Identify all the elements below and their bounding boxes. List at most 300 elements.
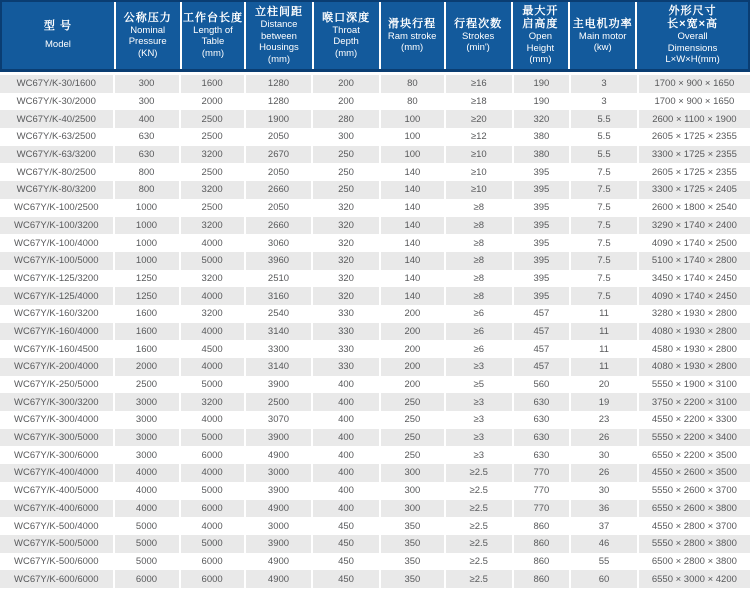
cell-model: WC67Y/K-160/4500 <box>14 343 99 355</box>
cell-open-height: 860 <box>512 553 570 571</box>
cell-table-length: 4000 <box>179 358 244 376</box>
cell-main-motor: 3 <box>569 75 637 93</box>
cell-main-motor: 20 <box>569 376 637 394</box>
cell-model: WC67Y/K-400/6000 <box>14 502 99 514</box>
cell-dimensions: 3280 × 1930 × 2800 <box>637 305 750 323</box>
cell-housing-distance: 2510 <box>244 270 312 288</box>
cell-dimensions: 4550 × 2800 × 3700 <box>637 517 750 535</box>
cell-open-height: 395 <box>512 217 570 235</box>
cell-ram-stroke: 140 <box>379 163 444 181</box>
header-label-cn: 公称压力 <box>123 11 172 24</box>
cell-open-height: 380 <box>512 128 570 146</box>
cell-ram-stroke: 250 <box>379 411 444 429</box>
header-label-en: Housings <box>259 42 299 53</box>
header-cell-strokes <box>444 2 511 69</box>
cell-strokes: ≥2.5 <box>444 517 512 535</box>
header-cell-open-height <box>511 2 568 69</box>
cell-model: WC67Y/K-40/2500 <box>16 113 96 125</box>
cell-throat-depth: 330 <box>311 358 379 376</box>
cell-model: WC67Y/K-63/3200 <box>16 149 96 161</box>
header-unit-label: (KN) <box>137 47 158 59</box>
table-row <box>0 305 750 323</box>
cell-dimensions: 3300 × 1725 × 2405 <box>637 181 750 199</box>
header-label-en: between <box>261 30 297 42</box>
cell-dimensions: 5550 × 2800 × 3800 <box>637 535 750 553</box>
cell-strokes: ≥2.5 <box>444 500 512 518</box>
cell-model: WC67Y/K-125/4000 <box>14 290 99 302</box>
cell-throat-depth: 450 <box>311 553 379 571</box>
cell-nominal-pressure: 2000 <box>113 358 179 376</box>
cell-main-motor: 19 <box>569 393 637 411</box>
cell-table-length: 3200 <box>179 305 244 323</box>
cell-dimensions: 6550 × 2200 × 3500 <box>637 446 750 464</box>
cell-open-height: 395 <box>512 270 570 288</box>
header-cell-model <box>2 2 114 69</box>
header-label-en: Open <box>528 31 553 43</box>
cell-throat-depth: 400 <box>311 429 379 447</box>
cell-throat-depth: 250 <box>311 146 379 164</box>
cell-dimensions: 1700 × 900 × 1650 <box>637 75 750 93</box>
cell-ram-stroke: 100 <box>379 146 444 164</box>
cell-strokes: ≥10 <box>444 146 512 164</box>
cell-nominal-pressure: 630 <box>113 146 179 164</box>
cell-nominal-pressure: 3000 <box>113 411 179 429</box>
header-label-cn: 型 号 <box>43 20 72 33</box>
cell-open-height: 860 <box>512 570 570 588</box>
cell-throat-depth: 400 <box>311 446 379 464</box>
cell-table-length: 4000 <box>179 287 244 305</box>
cell-housing-distance: 3900 <box>244 535 312 553</box>
header-label-en: Pressure <box>128 36 167 48</box>
cell-strokes: ≥8 <box>444 252 512 270</box>
cell-model: WC67Y/K-200/4000 <box>14 361 99 373</box>
cell-main-motor: 37 <box>569 517 637 535</box>
cell-nominal-pressure: 3000 <box>113 429 179 447</box>
cell-housing-distance: 3000 <box>244 464 312 482</box>
table-row <box>0 93 750 111</box>
cell-model: WC67Y/K-300/5000 <box>14 432 99 444</box>
table-row <box>0 358 750 376</box>
header-label-en: Overall <box>677 31 708 43</box>
cell-open-height: 380 <box>512 146 570 164</box>
cell-table-length: 2500 <box>179 163 244 181</box>
header-unit-label: (mm) <box>201 47 225 59</box>
cell-dimensions: 6550 × 2600 × 3800 <box>637 500 750 518</box>
table-row <box>0 464 750 482</box>
cell-housing-distance: 2500 <box>244 393 312 411</box>
cell-model: WC67Y/K-600/6000 <box>14 573 99 585</box>
cell-strokes: ≥8 <box>444 287 512 305</box>
cell-main-motor: 7.5 <box>569 270 637 288</box>
cell-main-motor: 11 <box>569 305 637 323</box>
cell-main-motor: 11 <box>569 340 637 358</box>
cell-main-motor: 11 <box>569 323 637 341</box>
header-label-cn: 最大开 <box>522 5 559 18</box>
table-row <box>0 411 750 429</box>
cell-housing-distance: 2050 <box>244 163 312 181</box>
cell-main-motor: 23 <box>569 411 637 429</box>
cell-main-motor: 3 <box>569 93 637 111</box>
cell-throat-depth: 300 <box>311 128 379 146</box>
cell-housing-distance: 3960 <box>244 252 312 270</box>
cell-throat-depth: 320 <box>311 199 379 217</box>
cell-main-motor: 36 <box>569 500 637 518</box>
header-label-en: Model <box>45 39 71 51</box>
cell-main-motor: 26 <box>569 464 637 482</box>
cell-main-motor: 7.5 <box>569 252 637 270</box>
cell-main-motor: 7.5 <box>569 234 637 252</box>
cell-nominal-pressure: 5000 <box>113 517 179 535</box>
cell-throat-depth: 250 <box>311 181 379 199</box>
cell-nominal-pressure: 4000 <box>113 500 179 518</box>
cell-open-height: 630 <box>512 411 570 429</box>
cell-dimensions: 4090 × 1740 × 2500 <box>637 234 750 252</box>
cell-housing-distance: 3300 <box>244 340 312 358</box>
cell-table-length: 3200 <box>179 146 244 164</box>
cell-ram-stroke: 200 <box>379 376 444 394</box>
cell-ram-stroke: 140 <box>379 199 444 217</box>
cell-ram-stroke: 200 <box>379 305 444 323</box>
cell-model: WC67Y/K-250/5000 <box>14 379 99 391</box>
cell-housing-distance: 3140 <box>244 358 312 376</box>
table-row <box>0 146 750 164</box>
cell-throat-depth: 450 <box>311 517 379 535</box>
cell-table-length: 2500 <box>179 128 244 146</box>
cell-nominal-pressure: 1250 <box>113 287 179 305</box>
cell-housing-distance: 2540 <box>244 305 312 323</box>
cell-throat-depth: 400 <box>311 464 379 482</box>
cell-model: WC67Y/K-500/5000 <box>14 538 99 550</box>
cell-open-height: 457 <box>512 358 570 376</box>
table-row <box>0 287 750 305</box>
table-row <box>0 570 750 588</box>
cell-table-length: 2500 <box>179 110 244 128</box>
header-cell-nominal-pressure <box>114 2 180 69</box>
cell-strokes: ≥8 <box>444 270 512 288</box>
cell-strokes: ≥16 <box>444 75 512 93</box>
cell-throat-depth: 320 <box>311 270 379 288</box>
cell-ram-stroke: 250 <box>379 393 444 411</box>
cell-strokes: ≥5 <box>444 376 512 394</box>
cell-open-height: 320 <box>512 110 570 128</box>
table-row <box>0 323 750 341</box>
cell-throat-depth: 320 <box>311 287 379 305</box>
header-label-en: Nominal <box>130 24 166 36</box>
cell-table-length: 6000 <box>179 446 244 464</box>
header-unit-label: (mm) <box>267 53 291 65</box>
cell-table-length: 4000 <box>179 323 244 341</box>
cell-nominal-pressure: 3000 <box>113 393 179 411</box>
cell-model: WC67Y/K-400/5000 <box>14 485 99 497</box>
cell-open-height: 630 <box>512 446 570 464</box>
cell-throat-depth: 330 <box>311 340 379 358</box>
table-row <box>0 128 750 146</box>
cell-main-motor: 46 <box>569 535 637 553</box>
header-cell-main-motor <box>568 2 635 69</box>
cell-housing-distance: 2050 <box>244 128 312 146</box>
cell-dimensions: 1700 × 900 × 1650 <box>637 93 750 111</box>
cell-open-height: 770 <box>512 500 570 518</box>
cell-throat-depth: 400 <box>311 482 379 500</box>
cell-nominal-pressure: 1000 <box>113 199 179 217</box>
table-row <box>0 199 750 217</box>
cell-open-height: 630 <box>512 429 570 447</box>
cell-model: WC67Y/K-300/3200 <box>14 396 99 408</box>
cell-nominal-pressure: 6000 <box>113 570 179 588</box>
cell-strokes: ≥20 <box>444 110 512 128</box>
cell-model: WC67Y/K-400/4000 <box>14 467 99 479</box>
cell-ram-stroke: 300 <box>379 482 444 500</box>
cell-dimensions: 3300 × 1725 × 2355 <box>637 146 750 164</box>
cell-main-motor: 7.5 <box>569 287 637 305</box>
header-cell-dimensions <box>635 2 748 69</box>
cell-strokes: ≥2.5 <box>444 464 512 482</box>
cell-throat-depth: 330 <box>311 323 379 341</box>
cell-strokes: ≥3 <box>444 429 512 447</box>
cell-table-length: 1600 <box>179 75 244 93</box>
table-row <box>0 252 750 270</box>
cell-nominal-pressure: 1600 <box>113 340 179 358</box>
cell-throat-depth: 320 <box>311 234 379 252</box>
cell-open-height: 770 <box>512 482 570 500</box>
cell-ram-stroke: 100 <box>379 110 444 128</box>
cell-dimensions: 3750 × 2200 × 3100 <box>637 393 750 411</box>
table-row <box>0 517 750 535</box>
cell-table-length: 5000 <box>179 252 244 270</box>
table-row <box>0 270 750 288</box>
table-row <box>0 553 750 571</box>
cell-strokes: ≥3 <box>444 411 512 429</box>
cell-table-length: 3200 <box>179 270 244 288</box>
cell-main-motor: 30 <box>569 446 637 464</box>
header-label-cn: 立柱间距 <box>254 6 303 18</box>
cell-ram-stroke: 100 <box>379 128 444 146</box>
cell-dimensions: 3450 × 1740 × 2450 <box>637 270 750 288</box>
table-row <box>0 217 750 235</box>
cell-strokes: ≥2.5 <box>444 553 512 571</box>
cell-nominal-pressure: 4000 <box>113 482 179 500</box>
header-unit-label: (min') <box>466 42 490 53</box>
table-row <box>0 429 750 447</box>
cell-dimensions: 2605 × 1725 × 2355 <box>637 163 750 181</box>
cell-housing-distance: 4900 <box>244 553 312 571</box>
cell-table-length: 2000 <box>179 93 244 111</box>
cell-main-motor: 55 <box>569 553 637 571</box>
table-row <box>0 376 750 394</box>
cell-model: WC67Y/K-160/4000 <box>14 325 99 337</box>
header-label-cn: 喉口深度 <box>322 11 371 24</box>
cell-main-motor: 30 <box>569 482 637 500</box>
cell-housing-distance: 1900 <box>244 110 312 128</box>
cell-ram-stroke: 300 <box>379 464 444 482</box>
cell-throat-depth: 400 <box>311 411 379 429</box>
header-label-en: Table <box>201 36 225 48</box>
cell-nominal-pressure: 5000 <box>113 535 179 553</box>
header-unit-label: L×W×H(mm) <box>665 54 720 66</box>
cell-ram-stroke: 350 <box>379 570 444 588</box>
cell-nominal-pressure: 800 <box>113 181 179 199</box>
cell-main-motor: 7.5 <box>569 163 637 181</box>
cell-strokes: ≥6 <box>444 305 512 323</box>
cell-model: WC67Y/K-160/3200 <box>14 308 99 320</box>
cell-ram-stroke: 140 <box>379 217 444 235</box>
cell-dimensions: 4080 × 1930 × 2800 <box>637 358 750 376</box>
cell-open-height: 190 <box>512 93 570 111</box>
cell-housing-distance: 4900 <box>244 570 312 588</box>
cell-ram-stroke: 140 <box>379 287 444 305</box>
header-label-en: Throat <box>332 24 360 36</box>
cell-open-height: 860 <box>512 517 570 535</box>
cell-model: WC67Y/K-30/1600 <box>16 78 96 90</box>
cell-open-height: 457 <box>512 323 570 341</box>
cell-housing-distance: 3070 <box>244 411 312 429</box>
cell-model: WC67Y/K-80/2500 <box>16 166 96 178</box>
cell-throat-depth: 320 <box>311 252 379 270</box>
cell-throat-depth: 400 <box>311 393 379 411</box>
cell-main-motor: 7.5 <box>569 199 637 217</box>
header-label-cn: 滑块行程 <box>388 17 437 30</box>
cell-main-motor: 60 <box>569 570 637 588</box>
cell-strokes: ≥10 <box>444 163 512 181</box>
cell-housing-distance: 2670 <box>244 146 312 164</box>
cell-model: WC67Y/K-125/3200 <box>14 272 99 284</box>
header-label-cn: 外形尺寸 <box>668 5 717 18</box>
cell-table-length: 4500 <box>179 340 244 358</box>
cell-nominal-pressure: 630 <box>113 128 179 146</box>
cell-nominal-pressure: 1000 <box>113 252 179 270</box>
cell-open-height: 457 <box>512 340 570 358</box>
cell-ram-stroke: 350 <box>379 535 444 553</box>
cell-throat-depth: 280 <box>311 110 379 128</box>
cell-nominal-pressure: 1000 <box>113 234 179 252</box>
table-row <box>0 163 750 181</box>
cell-strokes: ≥2.5 <box>444 570 512 588</box>
cell-table-length: 5000 <box>179 376 244 394</box>
cell-open-height: 560 <box>512 376 570 394</box>
header-cell-throat-depth <box>312 2 379 69</box>
cell-open-height: 770 <box>512 464 570 482</box>
cell-nominal-pressure: 800 <box>113 163 179 181</box>
cell-housing-distance: 1280 <box>244 93 312 111</box>
cell-table-length: 4000 <box>179 517 244 535</box>
cell-dimensions: 5100 × 1740 × 2800 <box>637 252 750 270</box>
cell-dimensions: 6500 × 2800 × 3800 <box>637 553 750 571</box>
cell-strokes: ≥6 <box>444 323 512 341</box>
table-row <box>0 110 750 128</box>
cell-open-height: 395 <box>512 287 570 305</box>
cell-housing-distance: 1280 <box>244 75 312 93</box>
cell-housing-distance: 3060 <box>244 234 312 252</box>
cell-table-length: 5000 <box>179 429 244 447</box>
cell-main-motor: 5.5 <box>569 146 637 164</box>
cell-ram-stroke: 140 <box>379 234 444 252</box>
table-header-row <box>0 0 750 72</box>
cell-dimensions: 6550 × 3000 × 4200 <box>637 570 750 588</box>
cell-throat-depth: 450 <box>311 535 379 553</box>
cell-throat-depth: 200 <box>311 75 379 93</box>
cell-open-height: 395 <box>512 163 570 181</box>
header-label-en: Main motor <box>578 30 627 42</box>
cell-throat-depth: 330 <box>311 305 379 323</box>
cell-model: WC67Y/K-30/2000 <box>16 96 96 108</box>
header-label-en: Ram stroke <box>387 30 437 42</box>
cell-table-length: 5000 <box>179 535 244 553</box>
cell-table-length: 4000 <box>179 464 244 482</box>
cell-table-length: 3200 <box>179 217 244 235</box>
cell-dimensions: 2600 × 1100 × 1900 <box>637 110 750 128</box>
cell-housing-distance: 2660 <box>244 217 312 235</box>
cell-nominal-pressure: 300 <box>113 75 179 93</box>
cell-strokes: ≥18 <box>444 93 512 111</box>
cell-table-length: 6000 <box>179 570 244 588</box>
cell-ram-stroke: 250 <box>379 429 444 447</box>
table-row <box>0 482 750 500</box>
cell-throat-depth: 320 <box>311 217 379 235</box>
header-label-en: Strokes <box>462 30 495 42</box>
cell-open-height: 395 <box>512 199 570 217</box>
cell-ram-stroke: 140 <box>379 252 444 270</box>
cell-model: WC67Y/K-300/4000 <box>14 414 99 426</box>
header-cell-housing-distance <box>244 2 311 69</box>
cell-table-length: 4000 <box>179 234 244 252</box>
cell-model: WC67Y/K-500/4000 <box>14 520 99 532</box>
cell-ram-stroke: 200 <box>379 358 444 376</box>
cell-housing-distance: 3160 <box>244 287 312 305</box>
cell-throat-depth: 250 <box>311 163 379 181</box>
header-cell-ram-stroke <box>379 2 444 69</box>
cell-table-length: 6000 <box>179 500 244 518</box>
cell-model: WC67Y/K-100/2500 <box>14 202 99 214</box>
cell-housing-distance: 4900 <box>244 500 312 518</box>
table-row <box>0 500 750 518</box>
cell-strokes: ≥6 <box>444 340 512 358</box>
cell-open-height: 395 <box>512 181 570 199</box>
cell-model: WC67Y/K-500/6000 <box>14 555 99 567</box>
cell-nominal-pressure: 400 <box>113 110 179 128</box>
cell-main-motor: 7.5 <box>569 217 637 235</box>
table-row <box>0 393 750 411</box>
header-label-cn: 工作台长度 <box>182 11 243 24</box>
header-label-en: Distance <box>260 19 298 30</box>
cell-strokes: ≥3 <box>444 446 512 464</box>
cell-nominal-pressure: 1000 <box>113 217 179 235</box>
cell-dimensions: 4580 × 1930 × 2800 <box>637 340 750 358</box>
cell-ram-stroke: 350 <box>379 553 444 571</box>
cell-dimensions: 4080 × 1930 × 2800 <box>637 323 750 341</box>
cell-strokes: ≥2.5 <box>444 482 512 500</box>
cell-throat-depth: 200 <box>311 93 379 111</box>
cell-main-motor: 7.5 <box>569 181 637 199</box>
cell-strokes: ≥12 <box>444 128 512 146</box>
header-label-cn: 长×宽×高 <box>667 18 718 31</box>
cell-dimensions: 4090 × 1740 × 2450 <box>637 287 750 305</box>
cell-dimensions: 3290 × 1740 × 2400 <box>637 217 750 235</box>
cell-nominal-pressure: 2500 <box>113 376 179 394</box>
cell-dimensions: 2600 × 1800 × 2540 <box>637 199 750 217</box>
header-label-cn: 行程次数 <box>454 17 503 30</box>
table-row <box>0 535 750 553</box>
cell-throat-depth: 400 <box>311 376 379 394</box>
cell-table-length: 5000 <box>179 482 244 500</box>
header-unit-label: (mm) <box>401 42 424 53</box>
cell-ram-stroke: 140 <box>379 181 444 199</box>
cell-housing-distance: 3000 <box>244 517 312 535</box>
cell-strokes: ≥10 <box>444 181 512 199</box>
cell-nominal-pressure: 5000 <box>113 553 179 571</box>
header-label-cn: 启高度 <box>522 18 559 31</box>
cell-housing-distance: 3900 <box>244 429 312 447</box>
cell-housing-distance: 3900 <box>244 482 312 500</box>
